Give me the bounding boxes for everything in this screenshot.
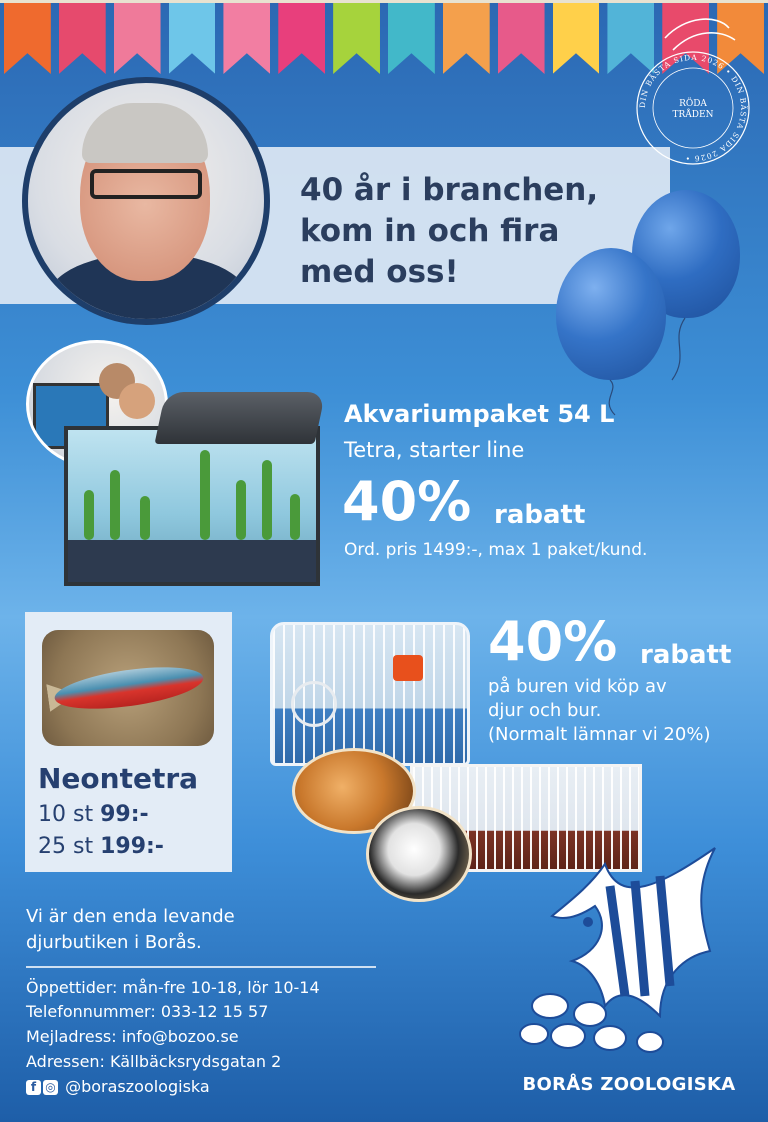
aquarium-percent: 40% [342, 470, 472, 533]
owner-portrait [22, 77, 270, 325]
aquarium-gravel [68, 540, 316, 582]
store-claim-line-2: djurbutiken i Borås. [26, 932, 202, 953]
aquarium-title: Akvariumpaket 54 L [344, 400, 615, 428]
aquarium-lid [154, 392, 325, 444]
bunting-flag [443, 0, 490, 74]
street-address: Adressen: Källbäcksrydsgatan 2 [26, 1052, 282, 1071]
aquarium-plant [262, 460, 272, 540]
headline-line-3: med oss! [300, 254, 459, 290]
neontetra-photo [42, 630, 214, 746]
social-handle[interactable]: @boraszoologiska [65, 1077, 210, 1096]
bunting-flag [498, 0, 545, 74]
bunting-flag [223, 0, 270, 74]
neontetra-name: Neontetra [38, 762, 199, 795]
neontetra-qty-10: 10 st [38, 802, 101, 827]
store-claim-line-1: Vi är den enda levande [26, 906, 235, 927]
footer-divider [26, 966, 376, 968]
aquarium-subtitle: Tetra, starter line [344, 438, 525, 462]
instagram-icon[interactable]: ◎ [43, 1080, 58, 1095]
aquarium-plant [290, 494, 300, 540]
bunting-flag [59, 0, 106, 74]
cage-line-2: djur och bur. [488, 700, 602, 721]
roda-traden-seal [625, 10, 758, 170]
neontetra-price-10 [38, 802, 149, 827]
phone-number: Telefonnummer: 033-12 15 57 [26, 1002, 269, 1021]
bunting-flag [553, 0, 600, 74]
seal-line-2: TRÅDEN [672, 110, 714, 120]
cage-discount-word: rabatt [640, 640, 732, 670]
headline-line-1: 40 år i branchen, [300, 172, 599, 208]
facebook-icon[interactable]: f [26, 1080, 41, 1095]
aquarium-discount-word: rabatt [494, 500, 586, 530]
cage-line-1: på buren vid köp av [488, 676, 667, 697]
cage-percent: 40% [488, 610, 618, 673]
cage-line-3: (Normalt lämnar vi 20%) [488, 724, 711, 745]
bunting-string [0, 0, 768, 3]
seal-ring-text: DIN BÄSTA SIDA 2026 • DIN BÄSTA SIDA 2026 • [637, 52, 749, 164]
rabbit-photo [366, 806, 472, 902]
portrait-glasses [90, 169, 202, 199]
neontetra-price-25 [38, 834, 164, 859]
neontetra-price-25-value: 199:- [100, 834, 164, 859]
fish-body [52, 660, 206, 717]
opening-hours: Öppettider: mån-fre 10-18, lör 10-14 [26, 978, 320, 997]
aquarium-plant [84, 490, 94, 540]
brand-name: BORÅS ZOOLOGISKA [522, 1074, 736, 1095]
headline-line-2: kom in och fira [300, 213, 560, 249]
aquarium-plant [236, 480, 246, 540]
neontetra-qty-25: 25 st [38, 834, 101, 859]
bunting-flag [169, 0, 216, 74]
social-handle-row [26, 1077, 210, 1096]
aquarium-plant [110, 470, 120, 540]
bunting-flag [333, 0, 380, 74]
blue-cage-photo [270, 622, 470, 766]
portrait-hair [82, 103, 208, 163]
bunting-flag [278, 0, 325, 74]
neontetra-price-10-value: 99:- [100, 802, 149, 827]
seal-line-1: RÖDA [679, 99, 707, 109]
aquarium-plant [140, 496, 150, 540]
bunting-flag [114, 0, 161, 74]
aquarium-plant [200, 450, 210, 540]
bunting-flag [388, 0, 435, 74]
email-address: Mejladress: info@bozoo.se [26, 1027, 239, 1046]
aquarium-note: Ord. pris 1499:-, max 1 paket/kund. [344, 540, 648, 560]
bunting-flag [4, 0, 51, 74]
angelfish-logo [510, 846, 750, 1066]
